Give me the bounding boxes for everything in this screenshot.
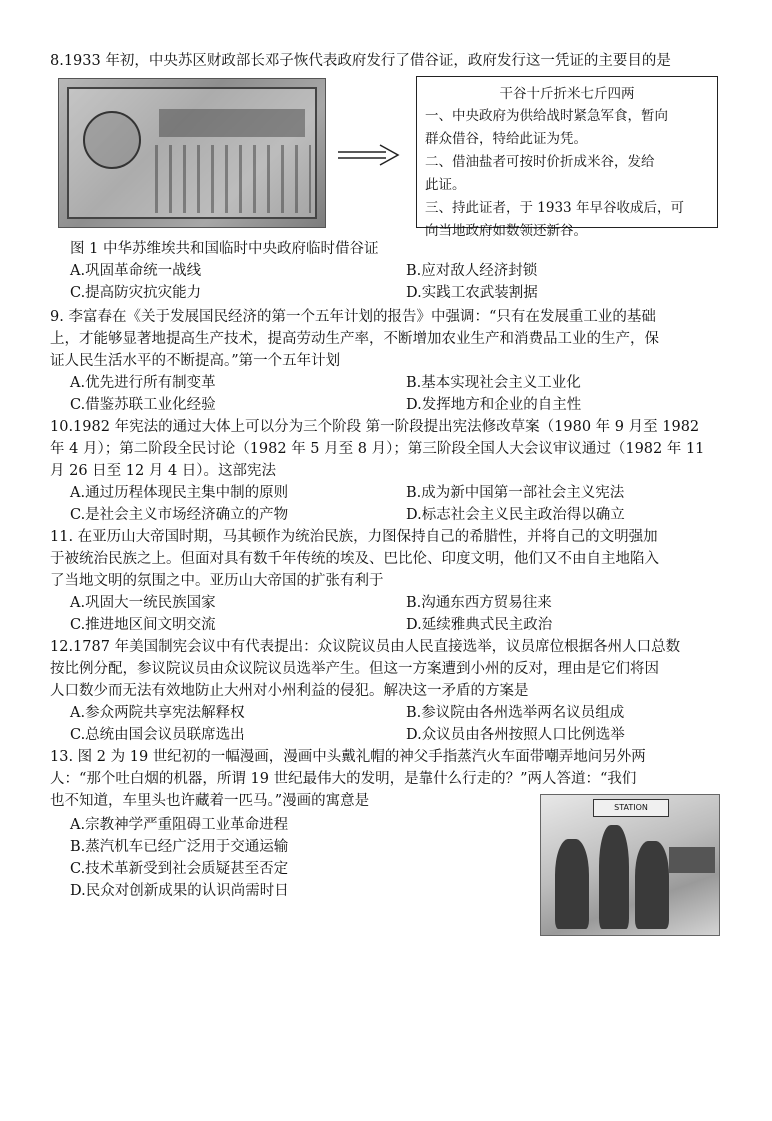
- q12-option-a: A.参众两院共享宪法解释权: [70, 705, 245, 721]
- steam-train-cartoon: [540, 794, 720, 936]
- q13-line-3: 也不知道，车里头也许藏着一匹马。”漫画的寓意是: [50, 793, 370, 809]
- train-icon: [669, 847, 715, 873]
- box-title: 干谷十斤折米七斤四两: [499, 86, 635, 102]
- grain-loan-certificate-photo: [58, 78, 326, 228]
- q10-line-1: 10.1982 年宪法的通过大体上可以分为三个阶段 第一阶段提出宪法修改草案（1980 年 9 月至 1982: [50, 419, 700, 435]
- q10-option-b: B.成为新中国第一部社会主义宪法: [406, 485, 625, 501]
- q11-option-c: C.推进地区间文明交流: [70, 617, 216, 633]
- q9-option-a: A.优先进行所有制变革: [70, 375, 216, 391]
- q8-option-a: A.巩固革命统一战线: [70, 263, 202, 279]
- q12-option-c: C.总统由国会议员联席选出: [70, 727, 245, 743]
- q13-line-2: 人：“那个吐白烟的机器，所谓 19 世纪最伟大的发明，是靠什么行走的？”两人答道：“我们: [50, 771, 637, 787]
- q9-option-c: C.借鉴苏联工业化经验: [70, 397, 216, 413]
- q11-option-a: A.巩固大一统民族国家: [70, 595, 216, 611]
- q11-line-2: 于被统治民族之上。但面对具有数千年传统的埃及、巴比伦、印度文明，他们又不由自主地陷入: [50, 551, 659, 567]
- q9-line-1: 9. 李富春在《关于发展国民经济的第一个五年计划的报告》中强调：“只有在发展重工业的基础: [50, 309, 656, 325]
- q9-line-3: 证人民生活水平的不断提高。”第一个五年计划: [50, 353, 341, 369]
- certificate-text-box: [416, 76, 718, 239]
- q12-option-b: B.参议院由各州选举两名议员组成: [406, 705, 625, 721]
- q12-line-3: 人口数少而无法有效地防止大州对小州利益的侵犯。解决这一矛盾的方案是: [50, 683, 529, 699]
- q8-option-c: C.提高防灾抗灾能力: [70, 285, 202, 301]
- q10-line-3: 月 26 日至 12 月 4 日）。这部宪法: [50, 463, 277, 479]
- box-line: 三、持此证者，于 1933 年早谷收成后，可: [425, 200, 684, 216]
- q10-option-c: C.是社会主义市场经济确立的产物: [70, 507, 289, 523]
- q13-option-d: D.民众对创新成果的认识尚需时日: [70, 883, 289, 899]
- q9-option-d: D.发挥地方和企业的自主性: [406, 397, 582, 413]
- q10-line-2: 年 4 月）；第二阶段全民讨论（1982 年 5 月至 8 月）；第三阶段全国人大会议审议通过（1982 年 11: [50, 441, 705, 457]
- q9-line-2: 上，才能够显著地提高生产技术，提高劳动生产率，不断增加农业生产和消费品工业的生产，保: [50, 331, 659, 347]
- q12-line-2: 按比例分配，参议院议员由众议院议员选举产生。但这一方案遭到小州的反对，理由是它们将因: [50, 661, 659, 677]
- arrow-right-icon: [336, 143, 400, 167]
- q8-option-d: D.实践工农武装割据: [406, 285, 538, 301]
- q13-option-a: A.宗教神学严重阻碍工业革命进程: [70, 817, 289, 833]
- q11-option-b: B.沟通东西方贸易往来: [406, 595, 552, 611]
- q12-line-1: 12.1787 年美国制宪会议中有代表提出：众议院议员由人民直接选举，议员席位根据各州人口总数: [50, 639, 681, 655]
- q9-option-b: B.基本实现社会主义工业化: [406, 375, 581, 391]
- q11-line-3: 了当地文明的氛围之中。亚历山大帝国的扩张有利于: [50, 573, 384, 589]
- q8-option-b: B.应对敌人经济封锁: [406, 263, 538, 279]
- q10-option-d: D.标志社会主义民主政治得以确立: [406, 507, 625, 523]
- box-line: 群众借谷，特给此证为凭。: [425, 131, 587, 147]
- q10-option-a: A.通过历程体现民主集中制的原则: [70, 485, 289, 501]
- q13-option-c: C.技术革新受到社会质疑甚至否定: [70, 861, 289, 877]
- box-line: 二、借油盐者可按时价折成米谷，发给: [425, 154, 655, 170]
- box-line: 向当地政府如数领还新谷。: [425, 223, 587, 239]
- station-sign: STATION: [593, 799, 669, 817]
- q11-line-1: 11. 在亚历山大帝国时期，马其顿作为统治民族，力图保持自己的希腊性，并将自己的文明强加: [50, 529, 658, 545]
- q12-option-d: D.众议员由各州按照人口比例选举: [406, 727, 625, 743]
- q13-option-b: B.蒸汽机车已经广泛用于交通运输: [70, 839, 289, 855]
- box-line: 此证。: [425, 177, 466, 193]
- seal-icon: [83, 111, 141, 169]
- q8-stem: 8.1933 年初，中央苏区财政部长邓子恢代表政府发行了借谷证，政府发行这一凭证的主要目的是: [50, 53, 671, 69]
- q13-line-1: 13. 图 2 为 19 世纪初的一幅漫画，漫画中头戴礼帽的神父手指蒸汽火车面带嘲弄地问另外两: [50, 749, 646, 765]
- figure1-caption: 图 1 中华苏维埃共和国临时中央政府临时借谷证: [70, 241, 379, 257]
- q11-option-d: D.延续雅典式民主政治: [406, 617, 553, 633]
- box-line: 一、中央政府为供给战时紧急军食，暂向: [425, 108, 668, 124]
